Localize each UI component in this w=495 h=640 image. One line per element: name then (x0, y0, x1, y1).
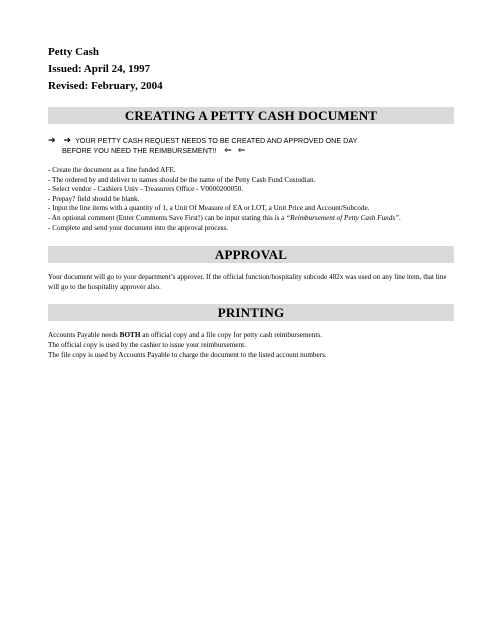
document-title: Petty Cash (48, 46, 100, 58)
notice-line-1: YOUR PETTY CASH REQUEST NEEDS TO BE CREATED AND APPROVED ONE DAY (75, 136, 358, 145)
approval-text: Your document will go to your department’s approver. If the official function/hospitality subcode 482x was used on any line item, that line will go to the hospitality approver also. (48, 273, 447, 291)
printing-line-2: The official copy is used by the cashier to issue your reimbursement. (48, 340, 246, 349)
list-item: - Create the document as a line funded AFE. (48, 166, 176, 174)
left-arrow-icon: ⇐ (237, 144, 246, 155)
right-arrow-icon: ➔ (48, 135, 56, 145)
section-heading-printing: PRINTING (48, 304, 454, 321)
issued-date: Issued: April 24, 1997 (48, 63, 151, 75)
emphasis-both: BOTH (119, 331, 141, 340)
notice-line-2: BEFORE YOU NEED THE REIMBURSEMENT!! (62, 145, 217, 155)
list-item: - Input the line items with a quantity of 1, a Unit Of Measure of EA or LOT, a Unit Price and Account/Subcode. (48, 204, 370, 213)
section-heading-creating: CREATING A PETTY CASH DOCUMENT (48, 107, 454, 124)
printing-text (48, 331, 454, 360)
revised-date: Revised: February, 2004 (48, 80, 163, 92)
left-arrow-icon: ⇐ (224, 144, 232, 155)
printing-line-3: The file copy is used by Accounts Payable to charge the document to the listed account numbers. (48, 350, 327, 359)
list-item: - Complete and send your document into the approval process. (48, 223, 229, 232)
list-item-text: - An optional comment (Enter Comments Save First!) can be input stating this is a (48, 213, 285, 222)
right-arrow-icon: ➔ (63, 135, 72, 145)
list-item: - Select vendor - Cashiers Univ - Treasurers Office - V0000200050. (48, 185, 244, 194)
deadline-notice (48, 136, 454, 155)
instruction-list (48, 166, 454, 233)
list-item: - The ordered by and deliver to names should be the name of the Petty Cash Fund Custodian. (48, 175, 316, 184)
printing-line-1: Accounts Payable needs BOTH an official copy and a file copy for petty cash reimbursements. (48, 331, 322, 340)
reimbursement-phrase: “Reimbursement of Petty Cash Funds”. (286, 213, 401, 222)
document-page (48, 44, 454, 360)
list-item (48, 214, 454, 224)
section-heading-approval: APPROVAL (48, 246, 454, 263)
list-item: - Prepay? field should be blank. (48, 194, 140, 203)
